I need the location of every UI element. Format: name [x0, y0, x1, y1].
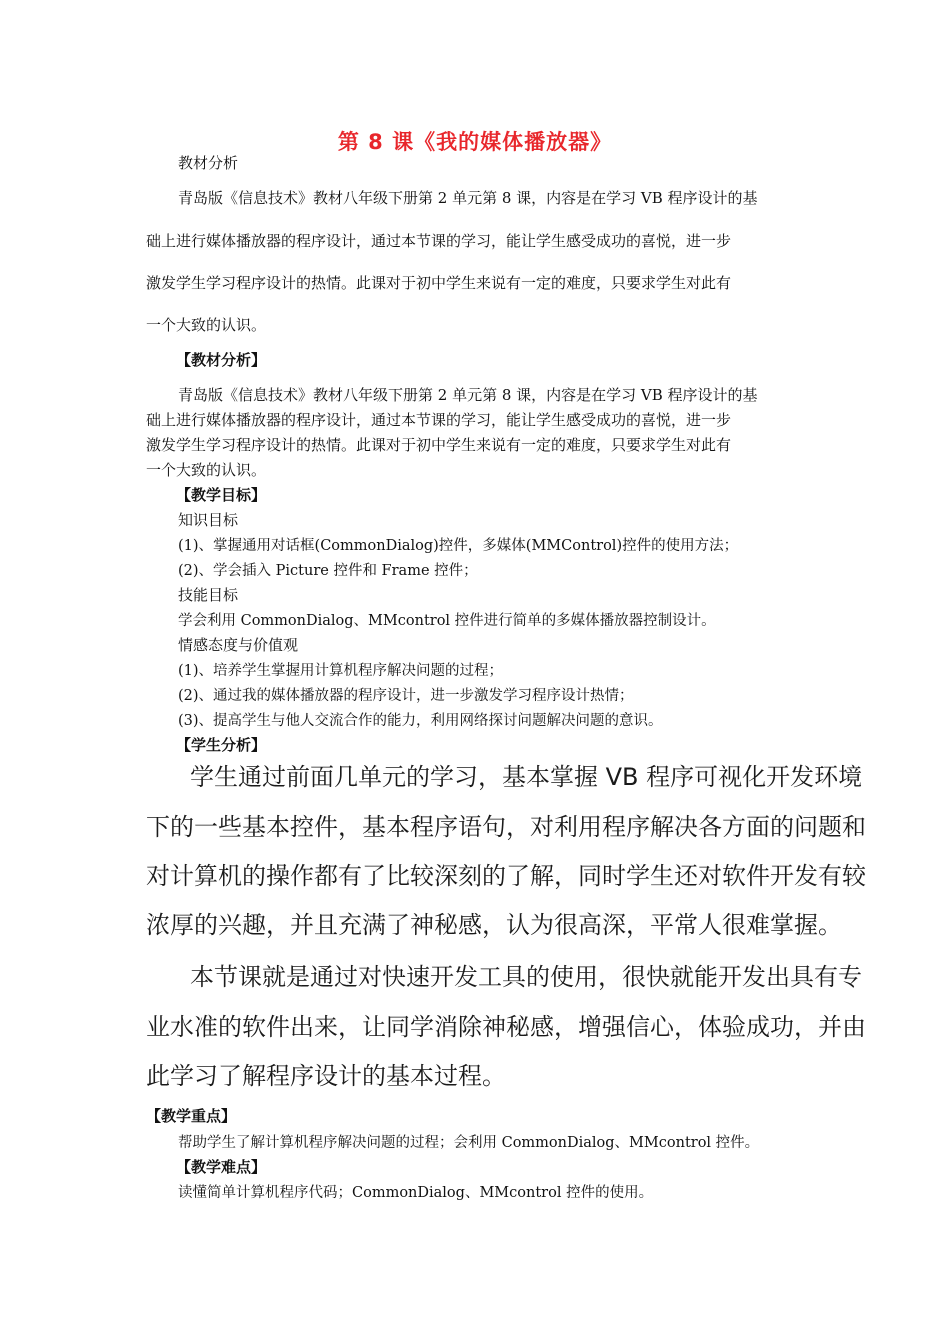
emotion-item: (3)、提高学生与他人交流合作的能力，利用网络探讨问题解决问题的意识。	[178, 713, 663, 729]
students-line: 业水准的软件出来，让同学消除神秘感，增强信心，体验成功，并由	[146, 1013, 866, 1041]
emotion-item: (2)、通过我的媒体播放器的程序设计，进一步激发学习程序设计热情；	[178, 688, 634, 704]
material-line: 础上进行媒体播放器的程序设计，通过本节课的学习，能让学生感受成功的喜悦，进一步	[146, 411, 732, 429]
goals-heading: 【教学目标】	[176, 486, 267, 504]
students-line: 此学习了解程序设计的基本过程。	[146, 1062, 506, 1090]
intro-line: 础上进行媒体播放器的程序设计，通过本节课的学习，能让学生感受成功的喜悦，进一步	[146, 232, 732, 250]
intro-line: 一个大致的认识。	[146, 316, 267, 334]
intro-line: 青岛版《信息技术》教材八年级下册第 2 单元第 8 课，内容是在学习 VB 程序设计的基	[178, 189, 758, 207]
students-line: 本节课就是通过对快速开发工具的使用，很快就能开发出具有专	[190, 963, 862, 991]
students-line: 下的一些基本控件，基本程序语句，对利用程序解决各方面的问题和	[146, 813, 866, 841]
difficulties-heading: 【教学难点】	[176, 1158, 267, 1176]
intro-line: 激发学生学习程序设计的热情。此课对于初中学生来说有一定的难度，只要求学生对此有	[146, 274, 732, 292]
material-line: 一个大致的认识。	[146, 461, 267, 479]
knowledge-heading: 知识目标	[178, 511, 239, 529]
key-points-text: 帮助学生了解计算机程序解决问题的过程；会利用 CommonDialog、MMcontrol 控件。	[178, 1135, 760, 1151]
skill-heading: 技能目标	[178, 586, 239, 604]
key-points-heading: 【教学重点】	[146, 1107, 237, 1125]
material-heading: 【教材分析】	[176, 351, 267, 369]
students-line: 学生通过前面几单元的学习，基本掌握 VB 程序可视化开发环境	[190, 763, 863, 791]
material-line: 青岛版《信息技术》教材八年级下册第 2 单元第 8 课，内容是在学习 VB 程序设计的基	[178, 386, 758, 404]
intro-heading: 教材分析	[178, 154, 239, 172]
page-title: 第 8 课《我的媒体播放器》	[337, 130, 613, 154]
students-line: 对计算机的操作都有了比较深刻的了解，同时学生还对软件开发有较	[146, 862, 866, 890]
emotion-item: (1)、培养学生掌握用计算机程序解决问题的过程；	[178, 663, 504, 679]
students-heading: 【学生分析】	[176, 736, 267, 754]
difficulties-text: 读懂简单计算机程序代码；CommonDialog、MMcontrol 控件的使用。	[178, 1185, 654, 1201]
emotion-heading: 情感态度与价值观	[178, 636, 299, 654]
knowledge-item: (1)、掌握通用对话框(CommonDialog)控件，多媒体(MMControl)控件的使用方法；	[178, 538, 739, 554]
material-line: 激发学生学习程序设计的热情。此课对于初中学生来说有一定的难度，只要求学生对此有	[146, 436, 732, 454]
students-line: 浓厚的兴趣，并且充满了神秘感，认为很高深，平常人很难掌握。	[146, 911, 842, 939]
knowledge-item: (2)、学会插入 Picture 控件和 Frame 控件；	[178, 563, 478, 579]
skill-text: 学会利用 CommonDialog、MMcontrol 控件进行简单的多媒体播放器控制设计。	[178, 613, 716, 629]
